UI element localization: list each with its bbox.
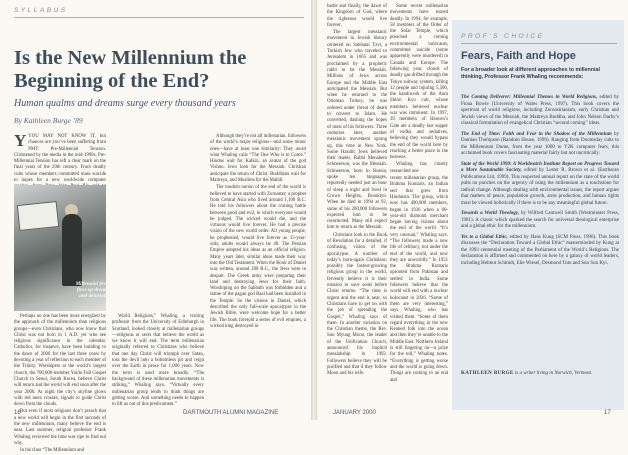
right-column-1 [327,4,387,408]
sidebar-title: Fears, Faith and Hope [461,50,576,62]
book-description: edited by Hans Kung (SCM Press, 1996). This book discusses the “Declaration Toward a Global Ethic” masterminded by Kung at the 1993 centennial meeting of the Parliament of the World’s Religions. The declaration is affirmed and commented on here by a galaxy of world leaders, including Helmut Schmidt, Elie Wiesel, Desmond Tutu and Sun Sun Kyi. [461,234,619,266]
page-number-left: 16 [14,410,21,416]
book-entry [461,211,619,231]
column-1-paragraph: In his class “The Millennium and [20,448,85,454]
column-2-paragraph: World Religions,” Whaling, a visiting professor from the University of Edinburgh in Scotland, looked closely at millenarian groups—religious or sects that believe the world as we know it will end. The term millenarian originally referred to Christians who believe that one day Christ will triumph over Satan, toss the devil into a bottomless pit and reign over the Earth in peace for 1,000 years. Now the term is used more broadly. “The background of these millenarian movements is striking,” Whaling says. “Virtually every millenarian group tends to think things are getting worse. And something needs to happen to lift us out of this predicament.” [112,314,204,408]
right-column-2-paragraph: recent millenarian group, the Brahma Kumaris, an Indian sect that grew from Hinduism. The group, which now has 400,000 members, began in 1936 when a 60-year-old diamond merchant began having visions about the end of the world. “It’s very unusual,” Whaling says. “The followers made a new life of celibacy, not under the end of the world, and now they are unworldly.” In 1951 the Brahma Kumaris uprooted from Pakistan and settled in India. Some followers believe that the world will end with a nuclear holocaust in 2036. “Some of them are very interesting,” says Whaling, who has visited them. “Some of them regard everything in the new Kenned folk into the ocean and then they’re unable to the Middle East. Northern Ireland is still lingering on—a prize for the toll,” Whaling notes. “Everything is getting worse and the world is going down. Things are coming to an end and [390,176,448,383]
book-description: by Wilfred Cantwell Smith (Westminster Press, 1981). A classic which sparked the search for universal theological enterprise and a global ethic for the millennium. [461,211,619,229]
right-column-2-paragraph: Whaling has closely researched one [390,162,448,174]
column-3-paragraph: Although they’re not all millenarian, followers of the world’s major religions—and some minor ones—have at least one similarity: They await what Whaling calls “The One Who is to Come.” Hindus wait for Kalkin, an avatar of the god Vishnu. Jews look for the Messiah. Christian anticipate the return of Christ. Buddhists wait for Maitreya, and Muslims for the Mahdi. [210,134,306,184]
column-1-paragraph: Perhaps no one has been more energized by the approach of the millennium than religious groups—even Christians, who now know that Christ was not born in 1 A.D. yet who see religious significance in the calendar. Catholics, for instance, have been building to the dawn of 2000 for the last three years by devoting a year of reflection to each member of the Trinity. Worshipers at the world’s largest church, the 700,000-member Yoido Full Gospel Church in Seoul, South Korea, believe Christ will return and the world will end soon after the year 2000. At night the city’s skyline glows with red neon crosses, signals to guide Christ down from the clouds. [14,314,106,408]
book-title: The Coming Deliverer: Millennial Themes in World Religions, [461,95,598,100]
book-title: State of the World 1999: A Worldwatch Institute Report on Progress Toward a More Sustainable Society, [461,161,619,173]
author-name: KATHLEEN BURGE [461,371,514,376]
right-column-1-paragraph: battle and finally, the dawn of the Kingdom of God, where the righteous would live forever. [327,4,387,28]
right-column-1-paragraph: Christians look to the Book of Revelation for a detailed, if confusing, vision of the apocalypse. A number of today’s born-again Christians, possibly the fastest-growing religious group in the world, fervently believe it is their mission to save souls before Christ returns. “The time is urgent and the end is near, so Christians have to get on with the job of spreading the Gospel,” Whaling says of them. In another variation on the Christian theme, the Rev. Sun Myung Moon, the leader of the Unification Church, announced his implicit messiahship in 1992. Followers believe they will be purified and that if they follow Moon and his wife. [327,232,387,377]
issue-date: JANUARY 2000 [333,410,376,416]
magazine-name: DARTMOUTH ALUMNI MAGAZINE [183,410,279,416]
book-title: Yes to a Global Ethic, [461,234,508,240]
article-deck: Human qualms and dreams surge every thousand years [14,98,236,109]
article-headline: Is the New Millennium the Beginning of the End? [14,47,247,92]
book-description: edited by Lester R. Brown et al. (Earthscan Publications Ltd, 1999). This respected annual report on the state of the world pulls no punches on the urgency of using the millennium as a touchstone for radical change. Although dealing with environmental issues, the report argues that matters of peace, population growth, arms production, and human rights must be viewed holistically if there is to be any meaningful global future. [461,168,619,206]
drop-cap: Y [14,131,27,150]
author-signoff [461,371,619,377]
photo-protest-sign [17,201,59,231]
right-column-2 [390,4,448,408]
sidebar-book-list [461,95,619,365]
photo-person-figure [62,214,82,286]
photo-caption: Millennial fever fires up dreams and delusions. [75,281,110,300]
section-label: SYLLABUS [14,7,68,14]
book-entry [461,235,619,268]
author-bio: is a writer living in Norwich, Vermont. [513,371,593,376]
column-2 [112,314,204,408]
sidebar-rule [461,43,617,44]
right-column-1-paragraph: The largest messianic movement in Jewish history centered on Sabbatai Tzvi, a Turkish Jew who traveled to Jerusalem in 1665 and was proclaimed by a prophetic rabbi to be the Messiah. Millions of Jews across Europe and the Middle East anticipated the Messiah. But when he returned to the Ottoman Turkey, he was ordered under threat of death to convert to Islam. He converted, dashing the hopes of most of his followers. Three centuries later, another messianic movement sprang up, this time in New York. Some Hasidic Jews believed their leader, Rabbi Menahem Schneerson, was the Messiah. Schneerson, born in Russia, spoke ten languages, reportedly needed just an hour of sleep a night and lived in Crown Heights, Brooklyn. When he died in 1994 at 92, some of his 200,000 followers expected him to be resurrected. Many still expect him to return as the Messiah. [327,30,387,231]
column-3 [210,134,306,408]
book-entry [461,162,619,208]
right-column-2-paragraph: Some recent millenarian movements have turned deadly. In 1994, for example, 58 members of the Order of the Solar Temple, which preached a coming environmental holocaust, committed suicide (some apparently were murdered) in Canada and Europe. The following year, clouds of deadly gas drifted through the Tokyo subway system, killing 12 people and injuring 5,500, the handiwork of the Aum Shinri Kyo cult, whose members believed nuclear war was imminent. In 1997, 39 members of Heaven’s Gate ate a deadly last supper of vodka and sedatives, believing they would bypass the end of the world here by reaching a better place in the heavens. [390,4,448,161]
article-byline: By Kathleen Burge ’89 [14,116,83,125]
column-1-top [14,131,106,184]
column-1-paragraph: YOU MAY NOT KNOW IT, but chances are you’ve been suffering from PMT: Pre-Millennial Tension. Christened by the media in the mid-1990s, Pre-Millennial Tension has left a clear mark on the final years of the 20th century. From deadly cults whose members committed mass suicide to hopes for a new worldwide computer [14,134,106,184]
column-3-paragraph: The modern notion of the end of the world is believed to have started with Zoroaster, a prophet from Central Asia who lived around 1,100 B.C. He told his followers about the coming battle between good and evil, in which everyone would be judged. The wicked would die, and the virtuous would live forever. He had a precise vision of the new world order. All young people, he prophesied, would live forever as 15-year-olds, adults would always be 40. The Persian Empire adopted his ideas as an official religion. Many years later, similar ideas made their way into the Old Testament. When the Book of Daniel was written, around 200 B.C., the Jews were in despair. The Greek army were preparing their land and destroying Jews for their faith. Worshiping on the Sabbath was forbidden and a statue of the pagan god Baal had been installed in the Temple. So the visions in Daniel, which described the only full-scale apocalypse in the Jewish Bible, were welcome hope for a better life. The book foretold a series of evil empires, a wicked king destroyed in [210,185,306,329]
page-number-right: 17 [604,410,611,416]
book-title: The End of Time: Faith and Fear in the Shadow of the Millennium [461,131,612,137]
column-1-paragraph: But even if most religions don’t preach that a new world will begin in the first seconds of the new millennium, many believe the end is near. Last summer, religion professor Frank Whaling reviewed the time was ripe to find out why. [14,409,106,446]
book-description: by Damian Thompson (Random House, 1999). Ranging from Doomsday cults to the Millennium Dome, from the year 1000 to Y2K computer fears, this acclaimed book covers fascinating material fairly but not uncritically. [461,131,619,156]
book-description: edited by Fiona Bowie (University of Wales Press, 1997). This book covers the spectrum of world religions, including Zoroastrianism, early Christian and Jewish views of the Messiah, the Maitreya Buddha, and John Nelson Darby’s classical formulation of evangelical Christian “second coming” ideas. [461,95,619,126]
section-rule [14,17,304,18]
sidebar-intro: For a broader look at different approaches to millennial thinking, Professor Frank Whaling recommends: [461,67,600,80]
sidebar-section-label: PROF’S CHOICE [461,33,545,40]
book-entry [461,95,619,128]
book-title: Towards a World Theology, [461,211,520,216]
book-entry [461,132,619,158]
